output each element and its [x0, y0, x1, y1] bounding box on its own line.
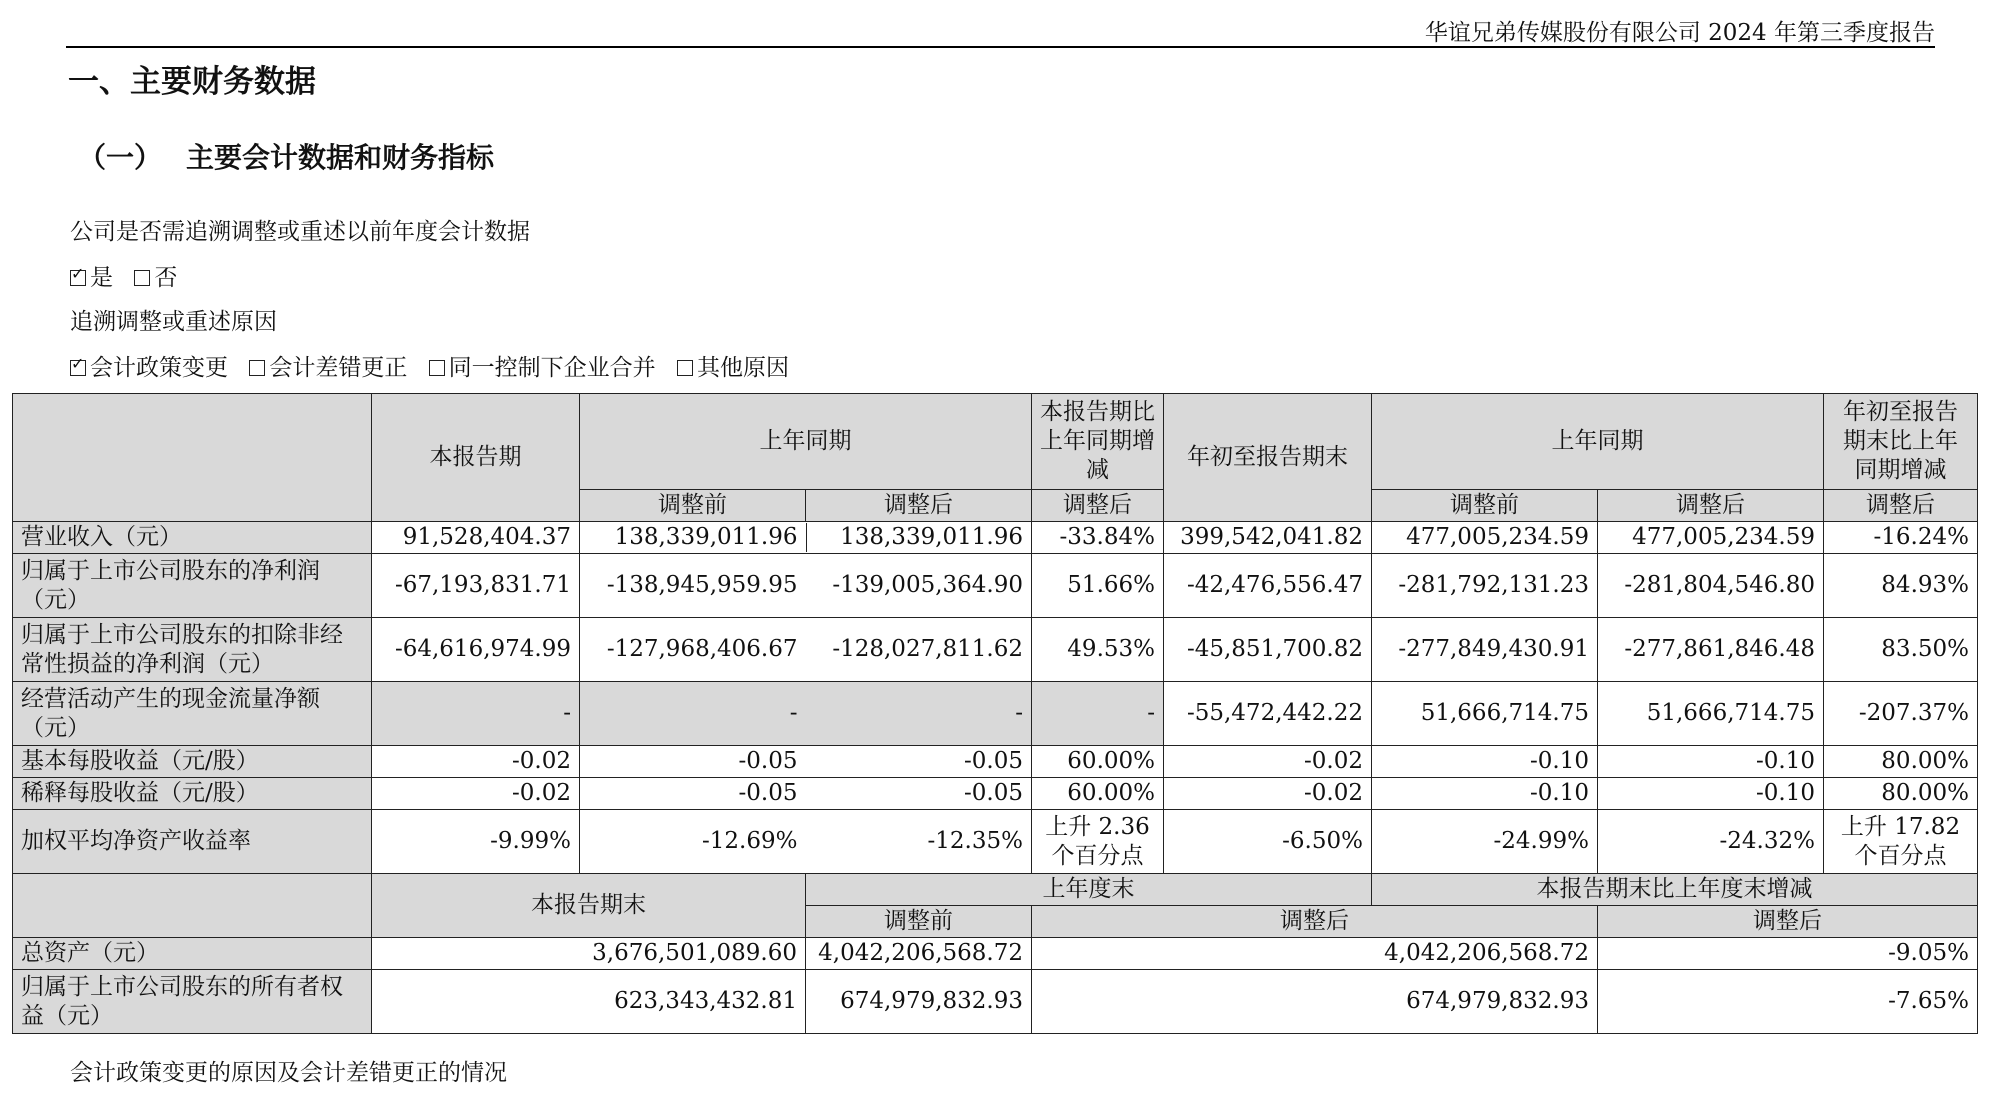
reason-label-2: 同一控制下企业合并 [448, 355, 656, 381]
cell: 477,005,234.59 [1372, 522, 1598, 554]
cell: 51,666,714.75 [1598, 682, 1824, 746]
table-row [13, 554, 1978, 618]
row-label: 总资产（元） [13, 938, 372, 970]
header-prior: 上年同期 [580, 394, 1032, 490]
table-row [13, 618, 1978, 682]
row-label: 归属于上市公司股东的所有者权益（元） [13, 970, 372, 1034]
header2-change-after: 调整后 [1598, 906, 1978, 938]
cell: -0.10 [1372, 746, 1598, 778]
row-label: 归属于上市公司股东的扣除非经常性损益的净利润（元） [13, 618, 372, 682]
cell: 49.53% [1032, 618, 1164, 682]
header-rule [66, 46, 1935, 48]
cell: 674,979,832.93 [806, 970, 1032, 1034]
cell: 4,042,206,568.72 [1032, 938, 1598, 970]
cell: 上升 2.36 个百分点 [1032, 810, 1164, 874]
table-row [13, 682, 1978, 746]
cell: -0.02 [1164, 778, 1372, 810]
reason-label: 追溯调整或重述原因 [70, 309, 277, 335]
cell: -0.02 [1164, 746, 1372, 778]
checkbox-no [134, 270, 150, 286]
header-before-ytd: 调整前 [1372, 490, 1598, 522]
cell: 84.93% [1824, 554, 1978, 618]
cell: 399,542,041.82 [1164, 522, 1372, 554]
cell: -0.02 [372, 746, 580, 778]
cell: 3,676,501,089.60 [372, 938, 806, 970]
cell: -0.05 [738, 780, 798, 806]
header-change-after: 调整后 [1032, 490, 1164, 522]
cell: -0.10 [1372, 778, 1598, 810]
header-current: 本报告期 [372, 394, 580, 522]
subsection-text: 主要会计数据和财务指标 [186, 141, 495, 174]
table-row [13, 522, 1978, 554]
header2-change: 本报告期末比上年度末增减 [1372, 874, 1978, 906]
checkbox-policy-change [70, 360, 86, 376]
page-header: 华谊兄弟传媒股份有限公司 2024 年第三季度报告 [1424, 20, 1935, 46]
cell: -6.50% [1164, 810, 1372, 874]
checkbox-other-reason [677, 360, 693, 376]
cell: -207.37% [1824, 682, 1978, 746]
cell: -67,193,831.71 [372, 554, 580, 618]
header-blank [13, 394, 372, 522]
header-ytd-change-after: 调整后 [1824, 490, 1978, 522]
restate-question: 公司是否需追溯调整或重述以前年度会计数据 [70, 219, 530, 245]
header-before: 调整前 [580, 490, 806, 522]
option-no-label: 否 [154, 265, 178, 291]
cell: 83.50% [1824, 618, 1978, 682]
cell: -24.32% [1598, 810, 1824, 874]
header-after-ytd: 调整后 [1598, 490, 1824, 522]
reason-label-3: 其他原因 [696, 355, 789, 381]
cell: -45,851,700.82 [1164, 618, 1372, 682]
subsection-title [78, 136, 494, 176]
reason-label-1: 会计差错更正 [269, 355, 408, 381]
cell: 138,339,011.96 [806, 523, 1032, 552]
reason-label-0: 会计政策变更 [90, 355, 228, 381]
row-label: 经营活动产生的现金流量净额（元） [13, 682, 372, 746]
row-label: 基本每股收益（元/股） [13, 746, 372, 778]
cell: -0.10 [1598, 746, 1824, 778]
cell: -16.24% [1824, 522, 1978, 554]
cell: -0.05 [964, 748, 1023, 774]
cell: -12.69% [702, 828, 798, 854]
cell: -24.99% [1372, 810, 1598, 874]
cell: 138,339,011.96 [614, 524, 798, 550]
cell: -9.99% [372, 810, 580, 874]
cell: -0.05 [738, 748, 798, 774]
cell: 51.66% [1032, 554, 1164, 618]
checkbox-common-control-merger [429, 360, 445, 376]
cell: -42,476,556.47 [1164, 554, 1372, 618]
cell: 623,343,432.81 [372, 970, 806, 1034]
cell: - [372, 682, 580, 746]
checkbox-yes [70, 270, 86, 286]
reason-options [70, 349, 789, 382]
header-change: 本报告期比上年同期增减 [1032, 394, 1164, 490]
table-row [13, 938, 1978, 970]
option-yes-label: 是 [90, 265, 113, 291]
cell: -281,804,546.80 [1598, 554, 1824, 618]
header2-current-end: 本报告期末 [372, 874, 806, 938]
table-row [13, 746, 1978, 778]
cell: 上升 17.82 个百分点 [1824, 810, 1978, 874]
subsection-number: （一） [78, 141, 163, 174]
footnote: 会计政策变更的原因及会计差错更正的情况 [70, 1060, 507, 1086]
header2-before: 调整前 [884, 908, 953, 934]
header-after: 调整后 [806, 490, 1032, 522]
table-row [13, 778, 1978, 810]
cell: 51,666,714.75 [1372, 682, 1598, 746]
cell: -55,472,442.22 [1164, 682, 1372, 746]
cell: 80.00% [1824, 746, 1978, 778]
cell: -127,968,406.67 [606, 636, 798, 662]
cell: 80.00% [1824, 778, 1978, 810]
header-ytd-change: 年初至报告期末比上年同期增减 [1824, 394, 1978, 490]
section-title: 一、主要财务数据 [68, 64, 316, 100]
cell: 91,528,404.37 [372, 522, 580, 554]
cell: -7.65% [1598, 970, 1978, 1034]
cell: -277,861,846.48 [1598, 618, 1824, 682]
cell: 4,042,206,568.72 [806, 938, 1032, 970]
cell: -33.84% [1032, 522, 1164, 554]
financial-table [12, 393, 1978, 1034]
cell: -0.05 [964, 780, 1023, 806]
cell: 674,979,832.93 [1032, 970, 1598, 1034]
cell: -139,005,364.90 [832, 572, 1023, 598]
header2-prior-year-end: 上年度末 [806, 874, 1372, 906]
cell: -138,945,959.95 [606, 572, 798, 598]
cell: 477,005,234.59 [1598, 522, 1824, 554]
header2-after: 调整后 [1032, 906, 1598, 938]
row-label: 稀释每股收益（元/股） [13, 778, 372, 810]
cell: 60.00% [1032, 746, 1164, 778]
cell: -9.05% [1598, 938, 1978, 970]
restate-options [70, 259, 177, 292]
cell: -0.02 [372, 778, 580, 810]
cell: -281,792,131.23 [1372, 554, 1598, 618]
cell: -277,849,430.91 [1372, 618, 1598, 682]
header-prior-ytd: 上年同期 [1372, 394, 1824, 490]
row-label: 归属于上市公司股东的净利润（元） [13, 554, 372, 618]
cell: - [789, 700, 798, 726]
header2-blank [13, 874, 372, 938]
cell: -64,616,974.99 [372, 618, 580, 682]
header-ytd: 年初至报告期末 [1164, 394, 1372, 522]
cell: - [1015, 700, 1023, 726]
cell: 60.00% [1032, 778, 1164, 810]
cell: -12.35% [927, 828, 1023, 854]
cell: - [1032, 682, 1164, 746]
row-label: 营业收入（元） [13, 522, 372, 554]
checkbox-error-correction [249, 360, 265, 376]
cell: -0.10 [1598, 778, 1824, 810]
cell: -128,027,811.62 [832, 636, 1023, 662]
row-label: 加权平均净资产收益率 [13, 810, 372, 874]
table-row [13, 970, 1978, 1034]
table-row [13, 810, 1978, 874]
